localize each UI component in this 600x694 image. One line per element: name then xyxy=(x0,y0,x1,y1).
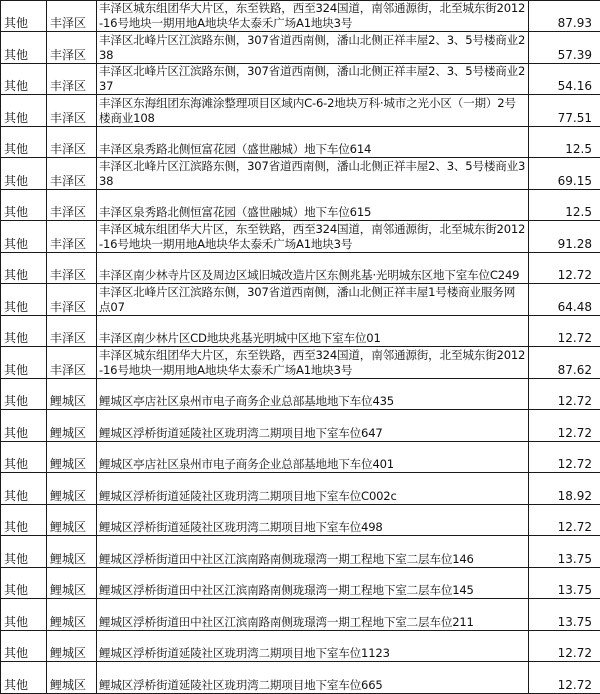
table-row xyxy=(1,253,600,284)
district-cell: 丰泽区 xyxy=(47,190,97,221)
district-cell: 鲤城区 xyxy=(47,473,97,505)
area-cell: 12.72 xyxy=(529,505,600,536)
property-type-cell: 其他 xyxy=(1,568,47,599)
location-description-cell: 丰泽区泉秀路北侧恒富花园（盛世融城）地下车位615 xyxy=(97,190,529,221)
property-type-cell: 其他 xyxy=(1,190,47,221)
property-type-cell: 其他 xyxy=(1,221,47,253)
table-row xyxy=(1,1,600,32)
district-cell: 丰泽区 xyxy=(47,347,97,379)
area-cell: 12.72 xyxy=(529,379,600,410)
district-cell: 鲤城区 xyxy=(47,568,97,599)
property-type-cell: 其他 xyxy=(1,64,47,95)
district-cell: 鲤城区 xyxy=(47,599,97,631)
area-cell: 87.62 xyxy=(529,347,600,379)
district-cell: 丰泽区 xyxy=(47,1,97,32)
location-description-cell: 鲤城区亭店社区泉州市电子商务企业总部基地地下车位401 xyxy=(97,442,529,473)
district-cell: 丰泽区 xyxy=(47,316,97,347)
table-row xyxy=(1,158,600,190)
district-cell: 鲤城区 xyxy=(47,662,97,694)
location-description-cell: 鲤城区浮桥街道田中社区江滨南路南侧珑璟湾一期工程地下室二层车位146 xyxy=(97,536,529,568)
location-description-cell: 鲤城区浮桥街道田中社区江滨南路南侧珑璟湾一期工程地下室二层车位211 xyxy=(97,599,529,631)
area-cell: 12.72 xyxy=(529,253,600,284)
property-type-cell: 其他 xyxy=(1,662,47,694)
property-type-cell: 其他 xyxy=(1,473,47,505)
table-row xyxy=(1,379,600,410)
property-type-cell: 其他 xyxy=(1,316,47,347)
table-row xyxy=(1,536,600,568)
table-row xyxy=(1,127,600,158)
location-description-cell: 鲤城区亭店社区泉州市电子商务企业总部基地地下车位435 xyxy=(97,379,529,410)
district-cell: 丰泽区 xyxy=(47,221,97,253)
property-type-cell: 其他 xyxy=(1,442,47,473)
property-type-cell: 其他 xyxy=(1,631,47,662)
location-description-cell: 丰泽区北峰片区江滨路东侧，307省道西南侧，潘山北侧正祥丰屋2、3、5号楼商业338 xyxy=(97,158,529,190)
table-row xyxy=(1,32,600,64)
area-cell: 12.72 xyxy=(529,662,600,694)
district-cell: 丰泽区 xyxy=(47,284,97,316)
area-cell: 91.28 xyxy=(529,221,600,253)
district-cell: 丰泽区 xyxy=(47,95,97,127)
property-type-cell: 其他 xyxy=(1,379,47,410)
area-cell: 12.5 xyxy=(529,127,600,158)
location-description-cell: 鲤城区浮桥街道延陵社区珑玥湾二期项目地下室车位647 xyxy=(97,410,529,442)
location-description-cell: 丰泽区南少林片区CD地块兆基光明城中区地下室车位01 xyxy=(97,316,529,347)
table-row xyxy=(1,95,600,127)
table-row xyxy=(1,221,600,253)
area-cell: 12.72 xyxy=(529,631,600,662)
location-description-cell: 丰泽区南少林寺片区及周边区域旧城改造片区东侧兆基·光明城东区地下室车位C249 xyxy=(97,253,529,284)
area-cell: 13.75 xyxy=(529,568,600,599)
table-row xyxy=(1,473,600,505)
area-cell: 18.92 xyxy=(529,473,600,505)
table-row xyxy=(1,599,600,631)
location-description-cell: 鲤城区浮桥街道田中社区江滨南路南侧珑璟湾一期工程地下室二层车位145 xyxy=(97,568,529,599)
area-cell: 12.72 xyxy=(529,410,600,442)
area-cell: 64.48 xyxy=(529,284,600,316)
location-description-cell: 丰泽区东海组团东海滩涂整理项目区域内C-6-2地块万科·城市之光小区（一期）2号楼商业108 xyxy=(97,95,529,127)
area-cell: 69.15 xyxy=(529,158,600,190)
property-type-cell: 其他 xyxy=(1,95,47,127)
table-row xyxy=(1,410,600,442)
location-description-cell: 丰泽区城东组团华大片区，东至铁路，西至324国道，南邻通源街，北至城东街2012-16号地块一期用地A地块华太泰禾广场A1地块3号 xyxy=(97,221,529,253)
location-description-cell: 丰泽区北峰片区江滨路东侧，307省道西南侧，潘山北侧正祥丰屋2、3、5号楼商业237 xyxy=(97,64,529,95)
location-description-cell: 丰泽区北峰片区江滨路东侧，307省道西南侧，潘山北侧正祥丰屋2、3、5号楼商业238 xyxy=(97,32,529,64)
table-row xyxy=(1,662,600,694)
table-row xyxy=(1,505,600,536)
district-cell: 丰泽区 xyxy=(47,64,97,95)
location-description-cell: 鲤城区浮桥街道延陵社区珑玥湾二期项目地下室车位C002c xyxy=(97,473,529,505)
property-type-cell: 其他 xyxy=(1,536,47,568)
property-type-cell: 其他 xyxy=(1,158,47,190)
table-row xyxy=(1,442,600,473)
district-cell: 鲤城区 xyxy=(47,536,97,568)
table-row xyxy=(1,284,600,316)
location-description-cell: 鲤城区浮桥街道延陵社区珑玥湾二期项目地下室车位665 xyxy=(97,662,529,694)
district-cell: 丰泽区 xyxy=(47,32,97,64)
location-description-cell: 丰泽区城东组团华大片区，东至铁路，西至324国道，南邻通源街，北至城东街2012-16号地块一期用地A地块华太泰禾广场A1地块3号 xyxy=(97,347,529,379)
district-cell: 丰泽区 xyxy=(47,127,97,158)
district-cell: 丰泽区 xyxy=(47,253,97,284)
table-row xyxy=(1,190,600,221)
table-row xyxy=(1,316,600,347)
table-row xyxy=(1,631,600,662)
location-description-cell: 丰泽区泉秀路北侧恒富花园（盛世融城）地下车位614 xyxy=(97,127,529,158)
area-cell: 77.51 xyxy=(529,95,600,127)
district-cell: 鲤城区 xyxy=(47,379,97,410)
area-cell: 13.75 xyxy=(529,599,600,631)
district-cell: 鲤城区 xyxy=(47,442,97,473)
district-cell: 鲤城区 xyxy=(47,631,97,662)
location-description-cell: 鲤城区浮桥街道延陵社区珑玥湾二期项目地下室车位498 xyxy=(97,505,529,536)
area-cell: 54.16 xyxy=(529,64,600,95)
area-cell: 12.5 xyxy=(529,190,600,221)
district-cell: 鲤城区 xyxy=(47,505,97,536)
property-type-cell: 其他 xyxy=(1,505,47,536)
location-description-cell: 丰泽区城东组团华大片区，东至铁路，西至324国道，南邻通源街，北至城东街2012-16号地块一期用地A地块华太泰禾广场A1地块3号 xyxy=(97,1,529,32)
area-cell: 57.39 xyxy=(529,32,600,64)
property-type-cell: 其他 xyxy=(1,253,47,284)
table-row xyxy=(1,568,600,599)
property-type-cell: 其他 xyxy=(1,599,47,631)
district-cell: 丰泽区 xyxy=(47,158,97,190)
area-cell: 87.93 xyxy=(529,1,600,32)
property-type-cell: 其他 xyxy=(1,410,47,442)
district-cell: 鲤城区 xyxy=(47,410,97,442)
location-description-cell: 鲤城区浮桥街道延陵社区珑玥湾二期项目地下室车位1123 xyxy=(97,631,529,662)
area-cell: 12.72 xyxy=(529,442,600,473)
location-description-cell: 丰泽区北峰片区江滨路东侧，307省道西南侧，潘山北侧正祥丰屋1号楼商业服务网点07 xyxy=(97,284,529,316)
table-body xyxy=(1,1,600,694)
area-cell: 13.75 xyxy=(529,536,600,568)
table-row xyxy=(1,64,600,95)
property-type-cell: 其他 xyxy=(1,127,47,158)
area-cell: 12.72 xyxy=(529,316,600,347)
property-type-cell: 其他 xyxy=(1,284,47,316)
table-row xyxy=(1,347,600,379)
property-type-cell: 其他 xyxy=(1,1,47,32)
property-type-cell: 其他 xyxy=(1,32,47,64)
property-type-cell: 其他 xyxy=(1,347,47,379)
